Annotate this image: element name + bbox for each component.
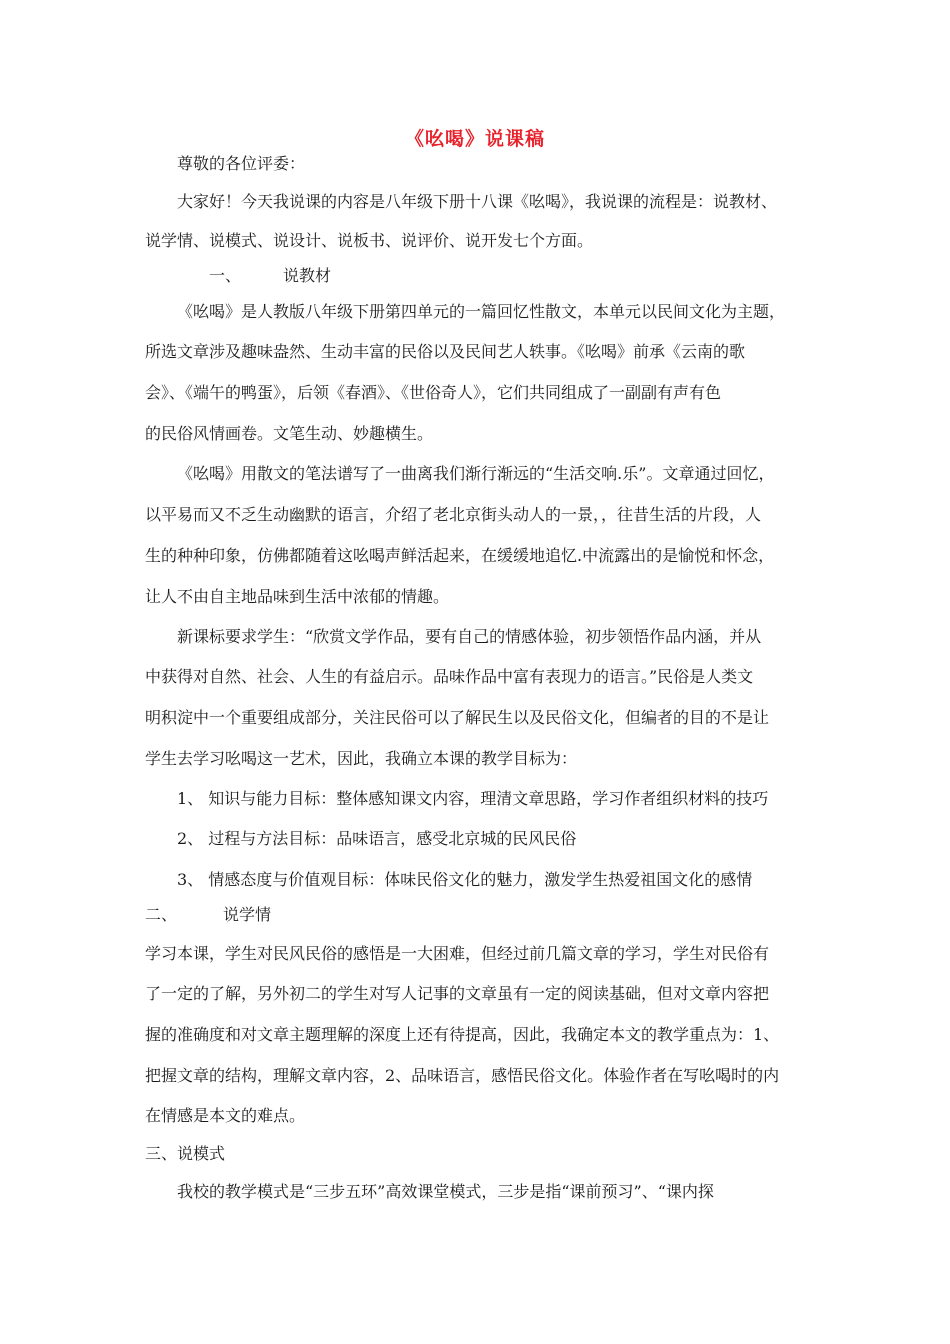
section-number: 一、 — [209, 266, 242, 285]
paragraph-line: 我校的教学模式是“三步五环”高效课堂模式，三步是指“课前预习”、“课内探 — [177, 1182, 714, 1201]
salutation: 尊敬的各位评委： — [177, 154, 306, 173]
section-label: 说教材 — [283, 266, 332, 285]
paragraph-line: 以平易而又不乏生动幽默的语言，介绍了老北京街头动人的一景，，往昔生活的片段，人 — [145, 505, 762, 524]
paragraph-line: 大家好！今天我说课的内容是八年级下册十八课《吆喝》，我说课的流程是：说教材、 — [177, 192, 778, 211]
section-heading-2 — [145, 905, 820, 925]
paragraph-line: 学习本课，学生对民风民俗的感悟是一大困难，但经过前几篇文章的学习，学生对民俗有 — [145, 944, 770, 963]
paragraph-line: 所选文章涉及趣味盎然、生动丰富的民俗以及民间艺人轶事。《吆喝》前承《云南的歌 — [145, 342, 746, 361]
objective-item: 1、 知识与能力目标：整体感知课文内容，理清文章思路，学习作者组织材料的技巧 — [177, 789, 769, 808]
paragraph-line: 会》、《端午的鸭蛋》，后领《春酒》、《世俗奇人》，它们共同组成了一副副有声有色 — [145, 383, 722, 402]
paragraph-line: 明积淀中一个重要组成部分，关注民俗可以了解民生以及民俗文化，但编者的目的不是让 — [145, 708, 770, 727]
section-label: 说模式 — [177, 1144, 226, 1163]
paragraph-line: 《吆喝》是人教版八年级下册第四单元的一篇回忆性散文，本单元以民间文化为主题， — [177, 302, 786, 321]
objective-item: 2、 过程与方法目标：品味语言，感受北京城的民风民俗 — [177, 829, 577, 848]
paragraph-line: 生的种种印象，仿佛都随着这吆喝声鲜活起来，在缓缓地追忆.中流露出的是愉悦和怀念， — [145, 546, 775, 565]
paragraph-line: 把握文章的结构，理解文章内容，2、品味语言，感悟民俗文化。体验作者在写吆喝时的内 — [145, 1066, 780, 1085]
paragraph-line: 《吆喝》用散文的笔法谱写了一曲离我们渐行渐远的“生活交响.乐”。文章通过回忆， — [177, 464, 775, 483]
objective-item: 3、 情感态度与价值观目标：体味民俗文化的魅力，激发学生热爱祖国文化的感情 — [177, 870, 753, 889]
paragraph-line: 在情感是本文的难点。 — [145, 1106, 306, 1125]
section-label: 说学情 — [223, 905, 272, 924]
paragraph-line: 新课标要求学生：“欣赏文学作品，要有自己的情感体验，初步领悟作品内涵，并从 — [177, 627, 762, 646]
paragraph-line: 中获得对自然、社会、人生的有益启示。品味作品中富有表现力的语言。”民俗是人类文 — [145, 667, 754, 686]
document-title: 《吆喝》说课稿 — [404, 128, 545, 150]
paragraph-line: 学生去学习吆喝这一艺术，因此，我确立本课的教学目标为： — [145, 749, 578, 768]
paragraph-line: 的民俗风情画卷。文笔生动、妙趣横生。 — [145, 424, 434, 443]
paragraph-line: 让人不由自主地品味到生活中浓郁的情趣。 — [145, 587, 450, 606]
paragraph-line: 握的准确度和对文章主题理解的深度上还有待提高，因此，我确定本文的教学重点为：1、 — [145, 1025, 780, 1044]
paragraph-line: 了一定的了解，另外初二的学生对写人记事的文章虽有一定的阅读基础，但对文章内容把 — [145, 984, 770, 1003]
section-number: 三、 — [145, 1144, 178, 1163]
section-heading-1 — [209, 266, 884, 286]
section-number: 二、 — [145, 905, 178, 924]
paragraph-line: 说学情、说模式、说设计、说板书、说评价、说开发七个方面。 — [145, 231, 594, 250]
section-heading-3 — [145, 1144, 820, 1164]
